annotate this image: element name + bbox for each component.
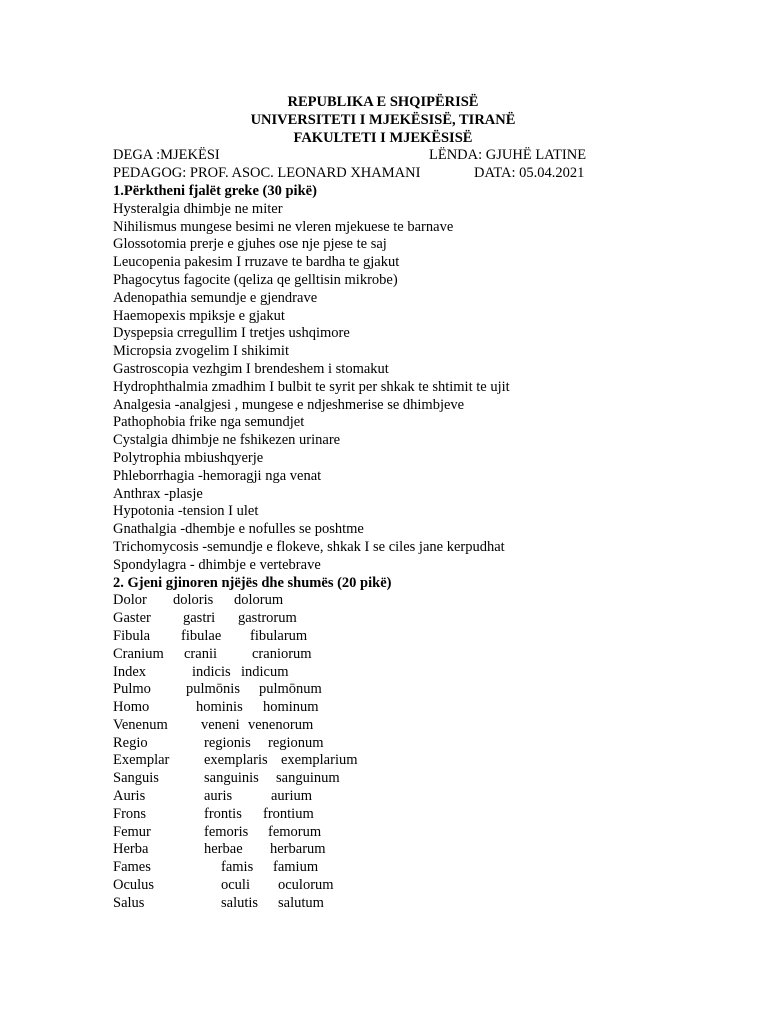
genitive-plural: fibularum bbox=[250, 627, 308, 644]
pedagog-label: PEDAGOG: PROF. ASOC. LEONARD XHAMANI bbox=[113, 165, 421, 182]
nominative-word: Dolor bbox=[113, 592, 147, 609]
nominative-word: Gaster bbox=[113, 610, 151, 627]
genitive-plural: pulmōnum bbox=[259, 681, 322, 698]
translation-item: Hydrophthalmia zmadhim I bulbit te syrit per shkak te shtimit te ujit bbox=[113, 378, 510, 395]
translation-item: Phleborrhagia -hemoragji nga venat bbox=[113, 467, 322, 484]
nominative-word: Index bbox=[113, 663, 147, 680]
translation-item: Nihilismus mungese besimi ne vleren mjekuese te barnave bbox=[113, 218, 454, 235]
genitive-singular: exemplaris bbox=[204, 752, 268, 769]
genitive-singular: regionis bbox=[204, 734, 251, 751]
declension-row bbox=[113, 717, 633, 735]
declension-row bbox=[113, 610, 633, 628]
dega-label: DEGA :MJEKËSI bbox=[113, 147, 220, 164]
declension-row bbox=[113, 681, 633, 699]
declension-row bbox=[113, 770, 633, 788]
nominative-word: Fibula bbox=[113, 627, 151, 644]
faculty-heading: FAKULTETI I MJEKËSISË bbox=[293, 129, 473, 146]
declension-row bbox=[113, 895, 633, 913]
genitive-singular: salutis bbox=[221, 894, 259, 911]
nominative-word: Pulmo bbox=[113, 681, 151, 698]
translation-item: Haemopexis mpiksje e gjakut bbox=[113, 307, 285, 324]
genitive-singular: gastri bbox=[183, 610, 216, 627]
university-heading: UNIVERSITETI I MJEKËSISË, TIRANË bbox=[250, 111, 516, 128]
declension-row bbox=[113, 592, 633, 610]
genitive-singular: indicis bbox=[192, 663, 231, 680]
translation-item: Hypotonia -tension I ulet bbox=[113, 503, 259, 520]
genitive-plural: famium bbox=[273, 859, 319, 876]
genitive-singular: herbae bbox=[204, 841, 243, 858]
declension-row bbox=[113, 859, 633, 877]
translation-item: Glossotomia prerje e gjuhes ose nje pjese te saj bbox=[113, 236, 387, 253]
genitive-singular: veneni bbox=[201, 716, 240, 733]
genitive-singular: cranii bbox=[184, 645, 218, 662]
section2-title: 2. Gjeni gjinoren njëjës dhe shumës (20 pikë) bbox=[113, 574, 392, 591]
date-label: DATA: 05.04.2021 bbox=[474, 165, 585, 182]
genitive-plural: aurium bbox=[271, 788, 313, 805]
genitive-singular: auris bbox=[204, 788, 233, 805]
genitive-singular: oculi bbox=[221, 877, 250, 894]
translation-item: Dyspepsia crregullim I tretjes ushqimore bbox=[113, 325, 350, 342]
translation-item: Polytrophia mbiushqyerje bbox=[113, 449, 264, 466]
genitive-plural: exemplarium bbox=[281, 752, 358, 769]
nominative-word: Oculus bbox=[113, 877, 155, 894]
declension-row bbox=[113, 664, 633, 682]
genitive-plural: femorum bbox=[268, 823, 322, 840]
declension-row bbox=[113, 735, 633, 753]
nominative-word: Fames bbox=[113, 859, 151, 876]
nominative-word: Salus bbox=[113, 894, 145, 911]
genitive-plural: oculorum bbox=[278, 877, 334, 894]
declension-row bbox=[113, 699, 633, 717]
genitive-plural: regionum bbox=[268, 734, 324, 751]
translation-item: Trichomycosis -semundje e flokeve, shkak I se ciles jane kerpudhat bbox=[113, 538, 505, 555]
translation-item: Hysteralgia dhimbje ne miter bbox=[113, 200, 283, 217]
genitive-plural: venenorum bbox=[248, 716, 314, 733]
pedagog-data-row bbox=[113, 165, 633, 183]
translation-item: Analgesia -analgjesi , mungese e ndjeshmerise se dhimbjeve bbox=[113, 396, 465, 413]
translation-item: Cystalgia dhimbje ne fshikezen urinare bbox=[113, 432, 341, 449]
translation-item: Phagocytus fagocite (qeliza qe gelltisin mikrobe) bbox=[113, 271, 398, 288]
genitive-plural: craniorum bbox=[252, 645, 312, 662]
section1-title: 1.Përktheni fjalët greke (30 pikë) bbox=[113, 182, 317, 199]
genitive-singular: hominis bbox=[196, 699, 243, 716]
nominative-word: Exemplar bbox=[113, 752, 170, 769]
declension-row bbox=[113, 877, 633, 895]
translation-item: Spondylagra - dhimbje e vertebrave bbox=[113, 556, 321, 573]
genitive-plural: sanguinum bbox=[276, 770, 340, 787]
declension-row bbox=[113, 788, 633, 806]
nominative-word: Auris bbox=[113, 788, 146, 805]
genitive-plural: hominum bbox=[263, 699, 319, 716]
translation-item: Pathophobia frike nga semundjet bbox=[113, 414, 305, 431]
declension-row bbox=[113, 628, 633, 646]
genitive-plural: herbarum bbox=[270, 841, 326, 858]
genitive-singular: femoris bbox=[204, 823, 249, 840]
translation-item: Gastroscopia vezhgim I brendeshem i stomakut bbox=[113, 360, 389, 377]
genitive-plural: salutum bbox=[278, 894, 324, 911]
genitive-plural: dolorum bbox=[234, 592, 284, 609]
nominative-word: Homo bbox=[113, 699, 150, 716]
dega-lenda-row bbox=[113, 147, 633, 165]
nominative-word: Cranium bbox=[113, 645, 164, 662]
nominative-word: Frons bbox=[113, 805, 147, 822]
genitive-singular: sanguinis bbox=[204, 770, 259, 787]
genitive-singular: pulmōnis bbox=[186, 681, 240, 698]
genitive-singular: doloris bbox=[173, 592, 214, 609]
genitive-plural: indicum bbox=[241, 663, 289, 680]
declension-row bbox=[113, 841, 633, 859]
translation-item: Leucopenia pakesim I rruzave te bardha te gjakut bbox=[113, 254, 400, 271]
nominative-word: Sanguis bbox=[113, 770, 159, 787]
country-heading: REPUBLIKA E SHQIPËRISË bbox=[287, 94, 479, 110]
nominative-word: Herba bbox=[113, 841, 149, 858]
section2-list bbox=[113, 592, 633, 912]
section1-list bbox=[113, 201, 633, 575]
genitive-plural: gastrorum bbox=[238, 610, 297, 627]
translation-item: Micropsia zvogelim I shikimit bbox=[113, 343, 289, 360]
genitive-singular: fibulae bbox=[181, 627, 222, 644]
nominative-word: Venenum bbox=[113, 716, 168, 733]
nominative-word: Femur bbox=[113, 823, 151, 840]
genitive-singular: frontis bbox=[204, 805, 242, 822]
document-page bbox=[113, 94, 633, 913]
declension-row bbox=[113, 806, 633, 824]
declension-row bbox=[113, 646, 633, 664]
nominative-word: Regio bbox=[113, 734, 148, 751]
translation-item: Gnathalgia -dhembje e nofulles se poshtme bbox=[113, 521, 364, 538]
translation-item: Anthrax -plasje bbox=[113, 485, 203, 502]
lenda-label: LËNDA: GJUHË LATINE bbox=[429, 147, 587, 164]
declension-row bbox=[113, 752, 633, 770]
translation-item: Adenopathia semundje e gjendrave bbox=[113, 289, 318, 306]
genitive-plural: frontium bbox=[263, 805, 314, 822]
declension-row bbox=[113, 824, 633, 842]
genitive-singular: famis bbox=[221, 859, 254, 876]
